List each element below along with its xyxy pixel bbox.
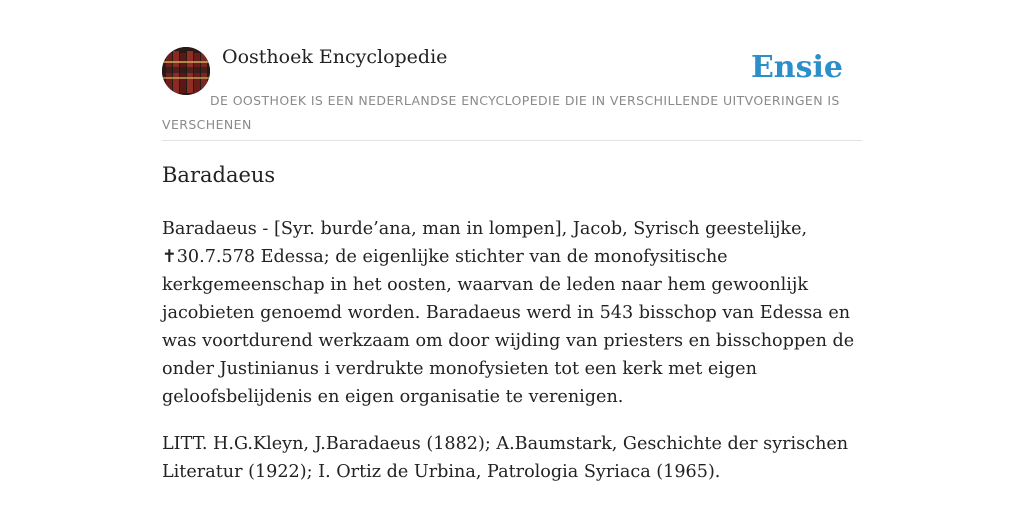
brand-logo-text[interactable]: Ensie [750, 50, 843, 85]
article-title: Baradaeus [162, 163, 276, 187]
article-paragraph-definition: Baradaeus - [Syr. burde’ana, man in lompen], Jacob, Syrisch geestelijke, ✝30.7.578 Edessa; de eigenlijke stichter van de monofysitische kerkgemeenschap in het oosten, waarvan de leden naar hem gewoonlijk jacobieten genoemd worden. Baradaeus werd in 543 bisschop van Edessa en was voortdurend werkzaam om door wijding van priesters en bisschoppen de onder Justinianus i verdrukte monofysieten tot een kerk met eigen geloofsbelijdenis en eigen organisatie te verenigen. [162, 219, 855, 407]
encyclopedia-books-logo[interactable] [162, 47, 210, 95]
article-body [162, 215, 864, 505]
site-header [162, 0, 862, 141]
site-tagline: DE OOSTHOEK IS EEN NEDERLANDSE ENCYCLOPEDIE DIE IN VERSCHILLENDE UITVOERINGEN IS VERSCHENEN [162, 93, 840, 132]
article-paragraph-literature: LITT. H.G.Kleyn, J.Baradaeus (1882); A.Baumstark, Geschichte der syrischen Literatur (1922); I. Ortiz de Urbina, Patrologia Syriaca (1965). [162, 434, 849, 482]
books-icon [162, 47, 210, 95]
page [162, 0, 862, 512]
site-title[interactable]: Oosthoek Encyclopedie [222, 46, 448, 68]
